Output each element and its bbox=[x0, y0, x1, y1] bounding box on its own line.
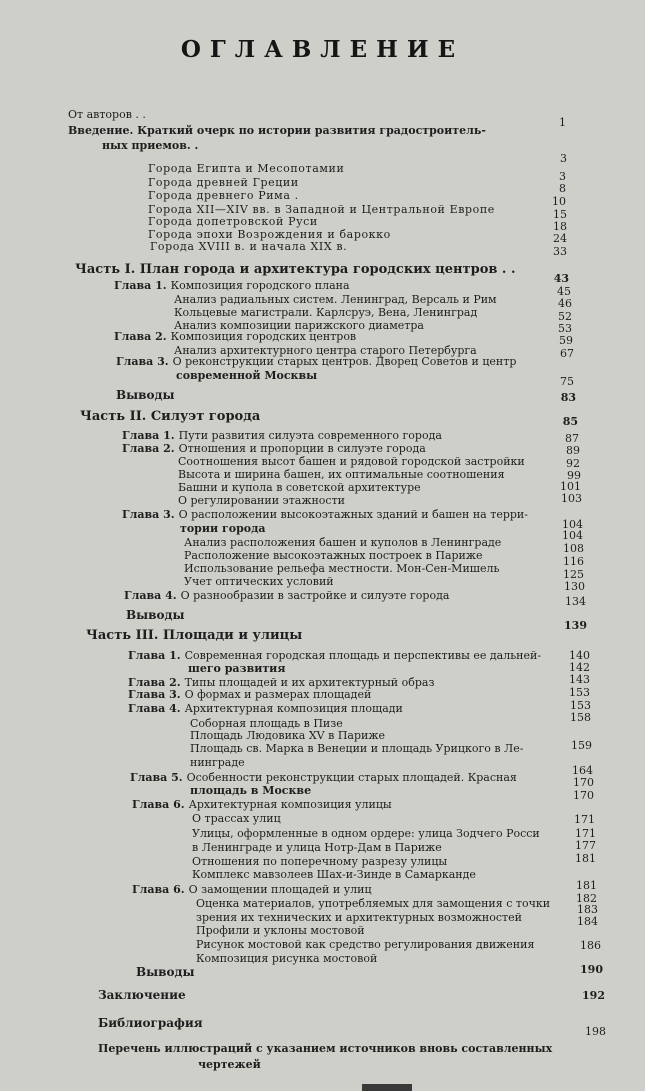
toc-entry bbox=[130, 772, 517, 784]
toc-page-number: 186 bbox=[580, 939, 601, 952]
toc-page-number: 59 bbox=[559, 334, 573, 347]
toc-entry bbox=[196, 898, 550, 910]
toc-page-number: 142 bbox=[569, 661, 590, 674]
toc-page-number: 190 bbox=[580, 963, 603, 976]
toc-entry bbox=[114, 280, 350, 292]
toc-entry bbox=[122, 509, 528, 521]
toc-page-number: 153 bbox=[570, 699, 591, 712]
toc-entry bbox=[192, 842, 442, 854]
toc-entry-title: Анализ расположения башен и куполов в Ленинграде bbox=[184, 536, 502, 549]
toc-entry-title: О расположении высокоэтажных зданий и башен на терри- bbox=[178, 508, 528, 521]
toc-page-number: 52 bbox=[558, 310, 572, 323]
toc-page-number: 3 bbox=[559, 170, 566, 183]
chapter-number: Глава 5. bbox=[130, 771, 183, 784]
toc-entry-title: Перечень иллюстраций с указанием источников вновь составленных bbox=[98, 1042, 553, 1055]
toc-entry-title: Города древнего Рима . bbox=[148, 189, 299, 202]
toc-entry-title: тории города bbox=[180, 522, 266, 535]
chapter-number: Глава 2. bbox=[122, 442, 175, 455]
toc-entry bbox=[174, 294, 497, 306]
toc-entry bbox=[68, 125, 486, 137]
toc-entry-title: Города допетровской Руси bbox=[148, 215, 318, 228]
toc-entry bbox=[122, 430, 442, 442]
toc-page-number: 184 bbox=[577, 915, 598, 928]
toc-entry-title: в Ленинграде и улица Нотр-Дам в Париже bbox=[192, 841, 442, 854]
toc-entry bbox=[178, 456, 525, 468]
toc-entry-title: Соотношения высот башен и рядовой городской застройки bbox=[178, 455, 525, 468]
toc-entry bbox=[148, 190, 299, 202]
toc-page-number: 192 bbox=[582, 989, 605, 1002]
toc-page-number: 143 bbox=[569, 673, 590, 686]
toc-entry bbox=[98, 989, 186, 1002]
toc-entry bbox=[128, 650, 541, 662]
toc-page-number: 10 bbox=[552, 195, 566, 208]
toc-page-number: 171 bbox=[574, 813, 595, 826]
toc-page-number: 85 bbox=[562, 415, 578, 428]
toc-entry bbox=[75, 264, 516, 276]
toc-entry-title: Рисунок мостовой как средство регулирования движения bbox=[196, 938, 535, 951]
toc-entry-title: Отношения по поперечному разрезу улицы bbox=[192, 855, 448, 868]
toc-entry bbox=[184, 563, 499, 575]
toc-page-number: 99 bbox=[567, 469, 581, 482]
toc-entry-title: Соборная площадь в Пизе bbox=[190, 717, 343, 730]
toc-entry bbox=[128, 703, 403, 715]
toc-entry bbox=[68, 109, 146, 121]
toc-entry-title: Кольцевые магистрали. Карлсруэ, Вена, Ленинград bbox=[174, 306, 478, 319]
toc-entry-title: Профили и уклоны мостовой bbox=[196, 924, 365, 937]
toc-entry bbox=[184, 537, 501, 549]
toc-entry bbox=[198, 1059, 261, 1071]
toc-page-number: 170 bbox=[573, 789, 594, 802]
toc-entry bbox=[184, 550, 483, 562]
toc-entry-title: Введение. Краткий очерк по истории развития градостроитель- bbox=[68, 124, 486, 137]
toc-page-number: 103 bbox=[561, 492, 582, 505]
toc-page-number: 130 bbox=[564, 580, 585, 593]
toc-page-number: 87 bbox=[565, 432, 579, 445]
chapter-number: Глава 3. bbox=[122, 508, 175, 521]
toc-entry-title: Отношения и пропорции в силуэте города bbox=[178, 442, 426, 455]
toc-entry bbox=[122, 443, 426, 455]
toc-entry bbox=[178, 469, 505, 481]
toc-entry-title: Города Египта и Месопотамии bbox=[148, 162, 345, 175]
toc-entry bbox=[196, 912, 522, 924]
toc-entry bbox=[124, 590, 449, 602]
toc-entry bbox=[196, 953, 377, 965]
chapter-number: Глава 1. bbox=[128, 649, 181, 662]
toc-page-number: 15 bbox=[553, 208, 567, 221]
toc-page-number: 67 bbox=[560, 347, 574, 360]
toc-entry bbox=[132, 884, 372, 896]
toc-page-number: 181 bbox=[576, 879, 597, 892]
toc-entry-title: Башни и купола в советской архитектуре bbox=[178, 481, 421, 494]
toc-entry-title: Площадь св. Марка в Венеции и площадь Урицкого в Ле- bbox=[190, 742, 524, 755]
chapter-number: Глава 2. bbox=[114, 330, 167, 343]
chapter-number: Глава 3. bbox=[128, 688, 181, 701]
toc-page-number: 104 bbox=[562, 529, 583, 542]
toc-page-number: 140 bbox=[569, 649, 590, 662]
toc-page-number: 134 bbox=[565, 595, 586, 608]
toc-entry bbox=[136, 966, 195, 979]
toc-entry-title: Анализ композиции парижского диаметра bbox=[174, 319, 424, 332]
toc-entry-title: Высота и ширина башен, их оптимальные соотношения bbox=[178, 468, 505, 481]
toc-entry bbox=[178, 495, 345, 507]
toc-entry-title: современной Москвы bbox=[176, 369, 318, 382]
toc-entry bbox=[192, 813, 281, 825]
toc-entry bbox=[102, 140, 198, 152]
toc-page-number: 116 bbox=[563, 555, 584, 568]
toc-entry-title: шего развития bbox=[188, 662, 286, 675]
toc-page-number: 18 bbox=[553, 220, 567, 233]
toc-page-number: 153 bbox=[569, 686, 590, 699]
toc-entry bbox=[196, 925, 365, 937]
page-edge-mark bbox=[362, 1084, 412, 1091]
toc-entry bbox=[98, 1043, 552, 1055]
toc-entry-title: Анализ архитектурного центра старого Петербурга bbox=[174, 344, 477, 357]
toc-entry-title: Города эпохи Возрождения и барокко bbox=[148, 228, 391, 241]
toc-entry bbox=[190, 730, 385, 742]
toc-page-number: 171 bbox=[575, 827, 596, 840]
toc-entry-title: Площадь Людовика XV в Париже bbox=[190, 729, 385, 742]
toc-entry bbox=[80, 411, 260, 423]
toc-page-number: 108 bbox=[563, 542, 584, 555]
toc-entry bbox=[184, 576, 334, 588]
toc-entry bbox=[128, 689, 371, 701]
toc-page-number: 101 bbox=[560, 480, 581, 493]
toc-entry bbox=[196, 939, 534, 951]
toc-entry-title: Архитектурная композиция улицы bbox=[188, 798, 392, 811]
toc-entry-title: нинграде bbox=[190, 756, 245, 769]
toc-entry-title: чертежей bbox=[198, 1058, 261, 1071]
toc-page-number: 177 bbox=[575, 839, 596, 852]
toc-entry bbox=[116, 356, 516, 368]
toc-entry-title: зрения их технических и архитектурных возможностей bbox=[196, 911, 522, 924]
toc-entry bbox=[126, 609, 185, 622]
toc-page-number: 182 bbox=[576, 892, 597, 905]
toc-entry-title: Выводы bbox=[116, 388, 175, 402]
toc-entry bbox=[192, 869, 476, 881]
toc-entry-title: ных приемов. . bbox=[102, 139, 199, 152]
toc-entry-title: Учет оптических условий bbox=[184, 575, 334, 588]
toc-page-number: 33 bbox=[553, 245, 567, 258]
toc-page-number: 170 bbox=[573, 776, 594, 789]
toc-page-number: 75 bbox=[560, 375, 574, 388]
toc-page-number: 181 bbox=[575, 852, 596, 865]
toc-page-number: 139 bbox=[564, 619, 587, 632]
toc-page-number: 104 bbox=[562, 518, 583, 531]
toc-page-number: 53 bbox=[558, 322, 572, 335]
chapter-number: Глава 4. bbox=[124, 589, 177, 602]
toc-entry bbox=[190, 785, 311, 797]
toc-entry-title: Улицы, оформленные в одном ордере: улица Зодчего Росси bbox=[192, 827, 540, 840]
toc-entry-title: Заключение bbox=[98, 988, 186, 1002]
toc-entry-title: Города древней Греции bbox=[148, 176, 299, 189]
toc-page-number: 89 bbox=[566, 444, 580, 457]
toc-entry bbox=[190, 757, 245, 769]
toc-entry-title: О трассах улиц bbox=[192, 812, 281, 825]
toc-entry-title: Особенности реконструкции старых площадей. Красная bbox=[186, 771, 517, 784]
toc-entry-title: Библиография bbox=[98, 1016, 203, 1030]
toc-page-number: 158 bbox=[570, 711, 591, 724]
page-title: ОГЛАВЛЕНИЕ bbox=[180, 36, 465, 63]
toc-page-number: 24 bbox=[553, 232, 567, 245]
toc-entry-title: О замощении площадей и улиц bbox=[188, 883, 372, 896]
toc-entry bbox=[178, 482, 421, 494]
toc-entry-title: Использование рельефа местности. Мон-Сен-Мишель bbox=[184, 562, 500, 575]
toc-page-number: 1 bbox=[559, 116, 566, 129]
toc-entry-title: О формах и размерах площадей bbox=[184, 688, 372, 701]
toc-entry-title: Композиция городского плана bbox=[170, 279, 350, 292]
toc-entry bbox=[132, 799, 392, 811]
toc-entry-title: О регулировании этажности bbox=[178, 494, 345, 507]
toc-entry-title: Композиция городских центров bbox=[170, 330, 357, 343]
toc-page-number: 92 bbox=[566, 457, 580, 470]
chapter-number: Глава 3. bbox=[116, 355, 169, 368]
toc-entry-title: Часть II. Силуэт города bbox=[80, 409, 261, 424]
toc-page-number: 8 bbox=[559, 182, 566, 195]
toc-entry-title: Анализ радиальных систем. Ленинград, Версаль и Рим bbox=[174, 293, 497, 306]
toc-entry-title: Оценка материалов, употребляемых для замощения с точки bbox=[196, 897, 551, 910]
toc-entry-title: Типы площадей и их архитектурный образ bbox=[184, 676, 435, 689]
toc-entry-title: О разнообразии в застройке и силуэте города bbox=[180, 589, 450, 602]
toc-entry bbox=[150, 241, 347, 253]
toc-page-number: 43 bbox=[553, 272, 569, 285]
toc-entry-title: Пути развития силуэта современного города bbox=[178, 429, 442, 442]
toc-entry-title: От авторов . . bbox=[68, 108, 146, 121]
toc-entry bbox=[176, 370, 317, 382]
toc-entry bbox=[174, 307, 477, 319]
toc-entry bbox=[180, 523, 266, 535]
toc-entry-title: О реконструкции старых центров. Дворец Советов и центр bbox=[172, 355, 517, 368]
toc-page-number: 45 bbox=[557, 285, 571, 298]
toc-page-number: 3 bbox=[560, 152, 567, 165]
chapter-number: Глава 1. bbox=[114, 279, 167, 292]
toc-entry-title: Архитектурная композиция площади bbox=[184, 702, 403, 715]
toc-entry-title: Города XVIII в. и начала XIX в. bbox=[150, 240, 348, 253]
chapter-number: Глава 6. bbox=[132, 883, 185, 896]
toc-entry-title: Композиция рисунка мостовой bbox=[196, 952, 378, 965]
toc-entry bbox=[98, 1017, 203, 1030]
toc-entry-title: Часть III. Площади и улицы bbox=[86, 628, 303, 643]
toc-entry-title: Расположение высокоэтажных построек в Париже bbox=[184, 549, 483, 562]
toc-entry-title: площадь в Москве bbox=[190, 784, 312, 797]
toc-entry bbox=[192, 856, 447, 868]
toc-page-number: 125 bbox=[563, 568, 584, 581]
toc-page-number: 46 bbox=[558, 297, 572, 310]
chapter-number: Глава 1. bbox=[122, 429, 175, 442]
toc-entry bbox=[188, 663, 285, 675]
toc-entry bbox=[148, 163, 344, 175]
toc-entry bbox=[116, 389, 175, 402]
toc-page-number: 164 bbox=[572, 764, 593, 777]
chapter-number: Глава 2. bbox=[128, 676, 181, 689]
toc-page-number: 198 bbox=[585, 1025, 606, 1038]
toc-page-number: 83 bbox=[560, 391, 576, 404]
toc-entry-title: Выводы bbox=[136, 965, 195, 979]
toc-entry bbox=[148, 216, 318, 228]
toc-entry-title: Комплекс мавзолеев Шах-и-Зинде в Самарканде bbox=[192, 868, 476, 881]
toc-entry-title: Часть I. План города и архитектура городских центров . . bbox=[75, 262, 516, 277]
toc-entry-title: Выводы bbox=[126, 608, 185, 622]
toc-entry bbox=[86, 630, 302, 642]
toc-entry bbox=[114, 331, 356, 343]
toc-page-number: 159 bbox=[571, 739, 592, 752]
toc-entry-title: Современная городская площадь и перспективы ее дальней- bbox=[184, 649, 542, 662]
toc-entry bbox=[190, 743, 523, 755]
chapter-number: Глава 4. bbox=[128, 702, 181, 715]
toc-entry bbox=[148, 177, 299, 189]
toc-page-number: 183 bbox=[577, 903, 598, 916]
toc-entry bbox=[192, 828, 540, 840]
toc-entry-title: Города XII—XIV вв. в Западной и Центральной Европе bbox=[148, 203, 495, 216]
chapter-number: Глава 6. bbox=[132, 798, 185, 811]
